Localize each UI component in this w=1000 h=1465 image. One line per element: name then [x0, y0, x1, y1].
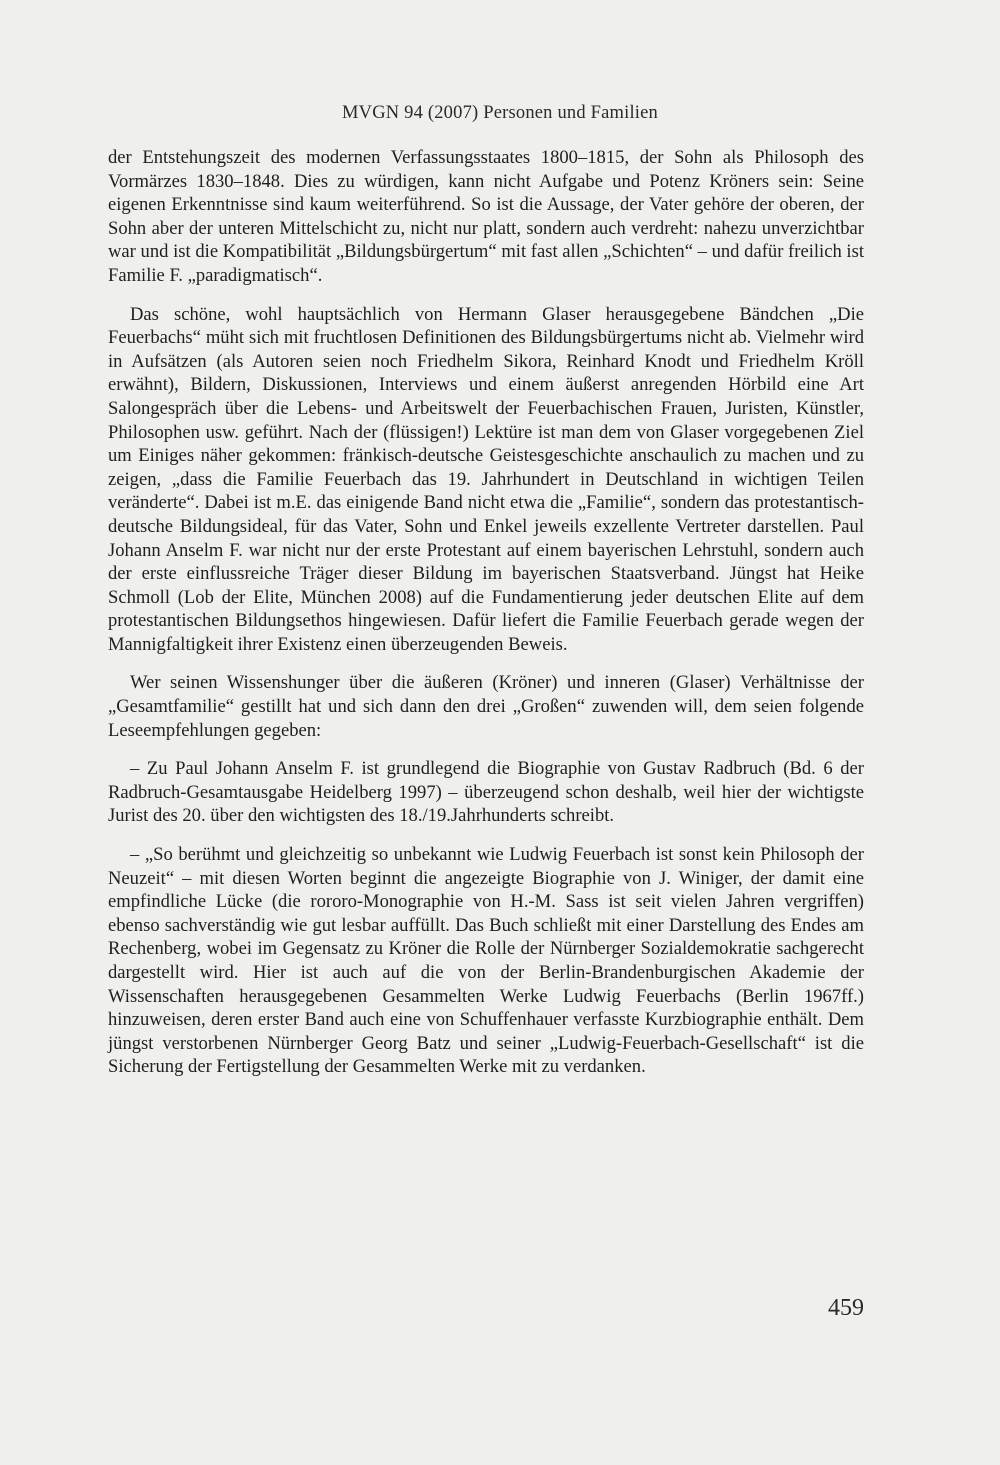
paragraph-3: Wer seinen Wissenshunger über die äußeren (Kröner) und inneren (Glaser) Verhältnisse der „Gesamtfamilie“ gestillt hat und sich dann den drei „Großen“ zuwenden will, dem seien folgende Leseempfehlungen gegeben:	[108, 672, 864, 741]
body-text	[108, 146, 864, 1079]
running-head: MVGN 94 (2007) Personen und Familien	[341, 103, 659, 123]
paragraph-4: – Zu Paul Johann Anselm F. ist grundlegend die Biographie von Gustav Radbruch (Bd. 6 der Radbruch-Gesamtausgabe Heidelberg 1997) – überzeugend schon deshalb, weil hier der wichtigste Jurist des 20. über den wichtigsten des 18./19.Jahrhunderts schreibt.	[108, 758, 864, 827]
paragraph-5: – „So berühmt und gleichzeitig so unbekannt wie Ludwig Feuerbach ist sonst kein Philosoph der Neuzeit“ – mit diesen Worten beginnt die angezeigte Biographie von J. Winiger, der damit eine empfindliche Lücke (die rororo-Monographie von H.-M. Sass ist seit vielen Jahren vergriffen) ebenso sachverständig wie gut lesbar auffüllt. Das Buch schließt mit einer Darstellung des Endes am Rechenberg, wobei im Gegensatz zu Kröner die Rolle der Nürnberger Sozialdemokratie sachgerecht dargestellt wird. Hier ist auch auf die von der Berlin-Brandenburgischen Akademie der Wissenschaften herausgegebenen Gesammelten Werke Ludwig Feuerbachs (Berlin 1967ff.) hinzuweisen, deren erster Band auch eine von Schuffenhauer verfasste Kurzbiographie enthält. Dem jüngst verstorbenen Nürnberger Georg Batz und seiner „Ludwig-Feuerbach-Gesellschaft“ ist die Sicherung der Fertigstellung der Gesammelten Werke mit zu verdanken.	[108, 844, 864, 1078]
paragraph-1: der Entstehungszeit des modernen Verfassungsstaates 1800–1815, der Sohn als Philosoph des Vormärzes 1830–1848. Dies zu würdigen, kann nicht Aufgabe und Potenz Kröners sein: Seine eigenen Erkenntnisse sind kaum weiterführend. So ist die Aussage, der Vater gehöre der oberen, der Sohn aber der unteren Mittelschicht zu, nicht nur platt, sondern auch verdreht: nahezu unverzichtbar war und ist die Kompatibilität „Bildungsbürgertum“ mit fast allen „Schichten“ – und dafür freilich ist Familie F. „paradigmatisch“.	[108, 147, 864, 286]
page-number: 459	[828, 1295, 864, 1321]
paragraph-2: Das schöne, wohl hauptsächlich von Hermann Glaser herausgegebene Bändchen „Die Feuerbachs“ müht sich mit fruchtlosen Definitionen des Bildungsbürgertums nicht ab. Vielmehr wird in Aufsätzen (als Autoren seien noch Friedhelm Sikora, Reinhard Knodt und Friedhelm Kröll erwähnt), Bildern, Diskussionen, Interviews und einem äußerst anregenden Hörbild eine Art Salongespräch über die Lebens- und Arbeitswelt der Feuerbachischen Frauen, Juristen, Künstler, Philosophen usw. geführt. Nach der (flüssigen!) Lektüre ist man dem von Glaser vorgegebenen Ziel um Einiges näher gekommen: fränkisch-deutsche Geistesgeschichte anschaulich zu machen und zu zeigen, „dass die Familie Feuerbach das 19. Jahrhundert in Deutschland in wichtigen Teilen veränderte“. Dabei ist m.E. das einigende Band nicht etwa die „Familie“, sondern das protestantisch-deutsche Bildungsideal, für das Vater, Sohn und Enkel jeweils exzellente Vertreter darstellen. Paul Johann Anselm F. war nicht nur der erste Protestant auf einem bayerischen Lehrstuhl, sondern auch der erste einflussreiche Träger dieser Bildung im bayerischen Staatsverband. Jüngst hat Heike Schmoll (Lob der Elite, München 2008) auf die Fundamentierung jeder deutschen Elite auf dem protestantischen Bildungsethos hingewiesen. Dafür liefert die Familie Feuerbach gerade wegen der Mannigfaltigkeit ihrer Existenz einen überzeugenden Beweis.	[108, 303, 864, 655]
